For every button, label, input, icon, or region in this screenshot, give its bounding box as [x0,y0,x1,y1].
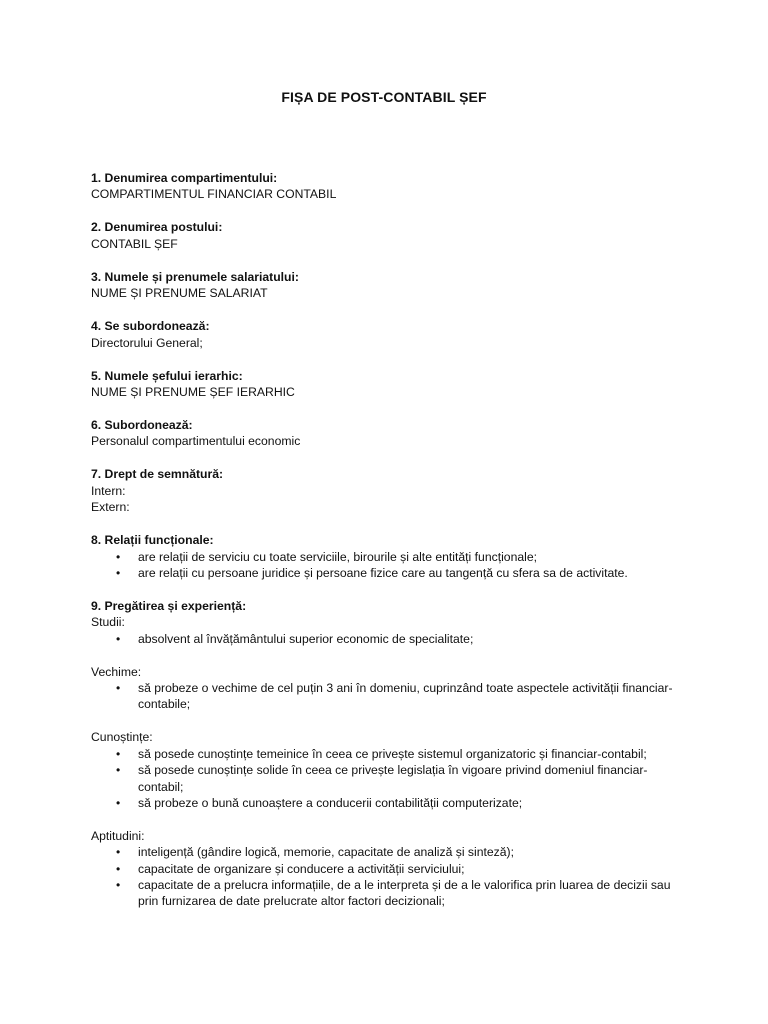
section-heading: 8. Relații funcționale: [91,533,214,548]
section-heading: 7. Drept de semnătură: [91,467,224,482]
bullet-list [91,549,691,582]
section-value: Personalul compartimentului economic [91,434,301,449]
list-item: • să probeze o bună cunoaștere a conducerii contabilității computerizate; [116,795,523,810]
list-item: • capacitate de a prelucra informațiile, de a le interpreta și de a le valorifica prin luarea de decizii sau prin furnizarea de date prelucrate altor factori decizionali; [116,877,671,909]
section-value: Directorului General; [91,335,203,350]
document-title: FIȘA DE POST-CONTABIL ȘEF [281,89,487,105]
aptitudini-label: Aptitudini: [91,828,145,843]
list-item: • inteligență (gândire logică, memorie, capacitate de analiză și sinteză); [116,845,514,860]
section-subordoneaza [91,417,691,450]
section-heading: 6. Subordonează: [91,418,193,433]
bullet-icon: • [116,681,121,696]
section-heading: 4. Se subordonează: [91,319,210,334]
bullet-icon: • [116,746,121,761]
extern-label: Extern: [91,500,130,515]
studii-label: Studii: [91,615,125,630]
bullet-icon: • [116,877,121,892]
bullet-icon: • [116,549,121,564]
section-salariat [91,269,691,302]
document-body [91,170,691,926]
section-heading: 1. Denumirea compartimentului: [91,171,278,185]
list-item: • să posede cunoștințe temeinice în ceea ce privește sistemul organizatoric și financiar-contabil; [116,746,647,761]
section-heading: 2. Denumirea postului: [91,220,223,235]
bullet-list [91,631,691,647]
intern-label: Intern: [91,483,126,498]
section-heading: 3. Numele și prenumele salariatului: [91,269,299,284]
list-item: • absolvent al învățământului superior economic de specialitate; [116,631,474,646]
list-item: • să probeze o vechime de cel puțin 3 ani în domeniu, cuprinzând toate aspectele activității financiar-contabile; [116,681,673,712]
vechime-label: Vechime: [91,664,142,679]
section-post [91,219,691,252]
section-semnatura [91,466,691,515]
section-value: NUME ȘI PRENUME ȘEF IERARHIC [91,385,295,400]
section-subordonare [91,318,691,351]
bullet-list [91,746,691,812]
bullet-icon: • [116,566,121,581]
section-value: CONTABIL ȘEF [91,236,178,251]
bullet-icon: • [116,763,121,778]
section-compartiment [91,170,691,203]
cunostinte-label: Cunoștințe: [91,730,153,745]
section-value: COMPARTIMENTUL FINANCIAR CONTABIL [91,187,337,202]
section-pregatire [91,598,691,910]
bullet-icon: • [116,795,121,810]
section-heading: 9. Pregătirea și experiență: [91,599,247,614]
list-item: • să posede cunoștințe solide în ceea ce privește legislația în vigoare privind domeniul financiar-contabil; [116,763,648,794]
list-item: • are relații de serviciu cu toate serviciile, birourile și alte entități funcționale; [116,549,537,564]
bullet-list [91,680,691,713]
bullet-icon: • [116,631,121,646]
section-sef-ierarhic [91,368,691,401]
section-heading: 5. Numele șefului ierarhic: [91,368,243,383]
section-value: NUME ȘI PRENUME SALARIAT [91,286,268,301]
bullet-icon: • [116,845,121,860]
list-item: • are relații cu persoane juridice și persoane fizice care au tangență cu sfera sa de activitate. [116,566,628,581]
bullet-icon: • [116,861,121,876]
section-relatii [91,532,691,581]
bullet-list [91,844,691,910]
list-item: • capacitate de organizare și conducere a activității serviciului; [116,861,465,876]
